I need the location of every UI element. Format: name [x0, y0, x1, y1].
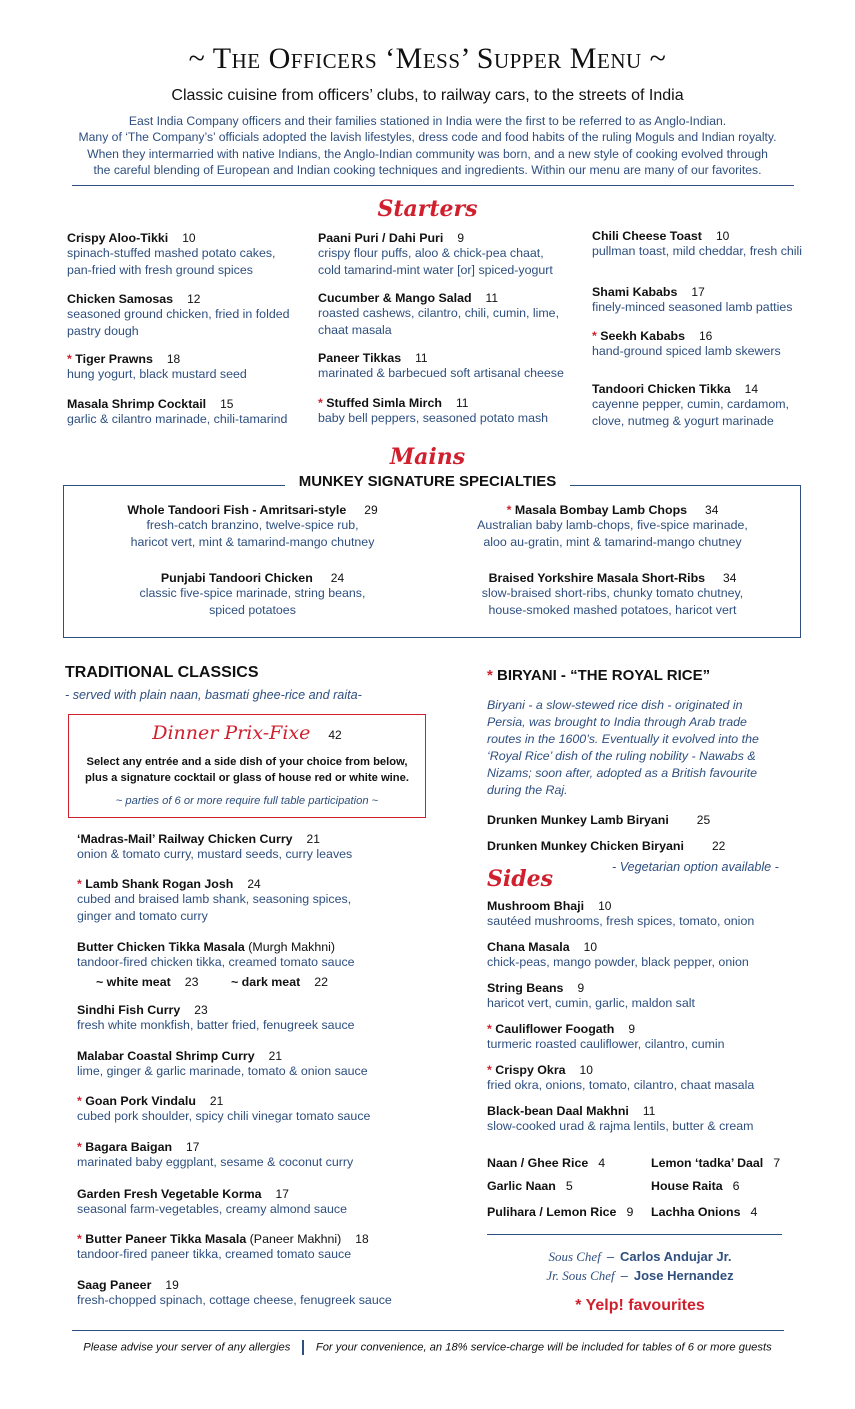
item-name: Drunken Munkey Chicken Biryani: [487, 839, 684, 853]
item-name: Tandoori Chicken Tikka: [592, 382, 731, 396]
item-price: 34: [723, 571, 737, 585]
item-name: Paneer Tikkas: [318, 351, 402, 365]
item-name: Crispy Aloo-Tikki: [67, 231, 169, 245]
item-desc: finely-minced seasoned lamb patties: [592, 300, 793, 314]
item-name: Shami Kababs: [592, 285, 678, 299]
item-desc: haricot vert, cumin, garlic, maldon salt: [487, 996, 695, 1010]
starter-item: * Stuffed Simla Mirch 11 baby bell peppers, seasoned potato mash: [318, 396, 549, 425]
traditional-note: - served with plain naan, basmati ghee-rice and raita-: [65, 688, 362, 702]
item-desc: spinach-stuffed mashed potato cakes,: [67, 246, 276, 260]
vegetarian-note: - Vegetarian option available -: [612, 860, 779, 874]
item-desc: Australian baby lamb-chops, five-spice marinade,: [477, 518, 748, 532]
starter-item: [592, 229, 802, 260]
item-desc: marinated & barbecued soft artisanal cheese: [318, 366, 564, 380]
item-name: Butter Paneer Tikka Masala: [85, 1232, 247, 1246]
item-price: 10: [715, 229, 730, 243]
signature-item: [95, 571, 410, 619]
item-subname: (Murgh Makhni): [248, 940, 336, 954]
item-desc: cold tamarind-mint water [or] spiced-yogurt: [318, 263, 553, 277]
item-price: 23: [194, 1003, 208, 1017]
item-name: Butter Chicken Tikka Masala: [77, 940, 245, 954]
classic-item: [77, 1049, 368, 1080]
item-name: Black-bean Daal Makhni: [487, 1104, 629, 1118]
intro-text: [60, 113, 795, 179]
side-item: [487, 899, 754, 930]
item-desc: slow-cooked urad & rajma lentils, butter & cream: [487, 1119, 754, 1133]
meat-option: ~ dark meat 22: [231, 975, 329, 989]
biryani-title: * BIRYANI - “THE ROYAL RICE”: [487, 667, 711, 684]
item-desc: marinated baby eggplant, sesame & coconut curry: [77, 1155, 354, 1169]
item-desc: tandoor-fired chicken tikka, creamed tomato sauce: [77, 955, 355, 969]
small-side-item: Naan / Ghee Rice 4: [487, 1156, 606, 1170]
item-price: 9: [457, 231, 465, 245]
item-name: Whole Tandoori Fish - Amritsari-style: [127, 503, 347, 517]
menu-title: ~ The Officers ‘Mess’ Supper Menu ~: [188, 42, 667, 75]
signature-item: * Masala Bombay Lamb Chops 34 Australian baby lamb-chops, five-spice marinade, aloo au-gratin, mint & tamarind-mango chutney: [450, 503, 775, 551]
starter-item: [592, 285, 792, 316]
item-desc: roasted cashews, cilantro, chili, cumin, lime,: [318, 306, 560, 320]
small-side-item: House Raita 6: [651, 1179, 740, 1193]
item-name: Mushroom Bhaji: [487, 899, 585, 913]
item-price: 25: [696, 813, 711, 827]
item-desc: seasoned ground chicken, fried in folded: [67, 307, 290, 321]
starter-item: * Tiger Prawns 18 hung yogurt, black mustard seed: [67, 352, 247, 381]
header-divider: [72, 185, 794, 186]
classic-item: * Goan Pork Vindalu 21 cubed pork shoulder, spicy chili vinegar tomato sauce: [77, 1094, 371, 1123]
footer-divider: [72, 1330, 784, 1331]
footer: [0, 1340, 855, 1355]
signature-title: MUNKEY SIGNATURE SPECIALTIES: [0, 473, 855, 491]
yelp-favourites-legend: * Yelp! favourites: [575, 1297, 705, 1314]
prix-fixe-title: Dinner Prix-Fixe 42: [152, 722, 342, 744]
item-desc: pastry dough: [67, 324, 139, 338]
starter-item: [67, 397, 287, 428]
item-price: 10: [182, 231, 196, 245]
item-desc: tandoor-fired paneer tikka, creamed tomato sauce: [77, 1247, 352, 1261]
item-name: ‘Madras-Mail’ Railway Chicken Curry: [77, 832, 293, 846]
biryani-item: [487, 813, 710, 827]
signature-item: [95, 503, 410, 551]
item-name: Seekh Kababs: [600, 329, 685, 343]
item-price: 15: [220, 397, 234, 411]
prix-fixe-price: 42: [328, 728, 342, 742]
item-desc: chaat masala: [318, 323, 392, 337]
prix-fixe-note: ~ parties of 6 or more require full table participation ~: [115, 795, 379, 807]
item-price: 10: [583, 940, 597, 954]
item-price: 16: [699, 329, 713, 343]
item-desc: onion & tomato curry, mustard seeds, curry leaves: [77, 847, 353, 861]
item-desc: fresh-catch branzino, twelve-spice rub,: [146, 518, 359, 532]
item-desc: cayenne pepper, cumin, cardamom,: [592, 397, 789, 411]
item-name: Chana Masala: [487, 940, 570, 954]
item-price: 10: [579, 1063, 593, 1077]
starter-item: [318, 351, 564, 382]
intro-line: Many of ‘The Company’s’ officials adopted the lavish lifestyles, dress code and food habits of the ruling Moguls and Indian royalty.: [78, 130, 777, 145]
starter-item: [318, 291, 559, 339]
meat-option: ~ white meat 23: [96, 975, 199, 989]
item-price: 9: [577, 981, 585, 995]
item-desc: haricot vert, mint & tamarind-mango chutney: [130, 535, 375, 549]
item-desc: ginger and tomato curry: [77, 909, 208, 923]
item-price: 11: [455, 396, 469, 410]
small-side-item: Lemon ‘tadka’ Daal 7: [651, 1156, 781, 1170]
item-desc: sautéed mushrooms, fresh spices, tomato, onion: [487, 914, 755, 928]
item-name: Cucumber & Mango Salad: [318, 291, 472, 305]
item-name: Chili Cheese Toast: [592, 229, 702, 243]
item-name: Malabar Coastal Shrimp Curry: [77, 1049, 255, 1063]
mains-heading: Mains: [389, 444, 466, 470]
item-name: Tiger Prawns: [75, 352, 153, 366]
item-price: 17: [186, 1140, 200, 1154]
classic-item: [77, 832, 352, 863]
classic-item: [77, 1003, 355, 1034]
item-price: 24: [247, 877, 261, 891]
menu-subtitle: Classic cuisine from officers’ clubs, to railway cars, to the streets of India: [171, 87, 684, 104]
sides-heading: Sides: [487, 866, 554, 892]
item-price: 11: [485, 291, 498, 305]
item-subname: (Paneer Makhni): [249, 1232, 342, 1246]
item-price: 21: [209, 1094, 224, 1108]
item-name: Paani Puri / Dahi Puri: [318, 231, 444, 245]
item-desc: slow-braised short-ribs, chunky tomato chutney,: [481, 586, 744, 600]
signature-item: [450, 571, 775, 619]
item-name: Cauliflower Foogath: [495, 1022, 615, 1036]
item-desc: seasonal farm-vegetables, creamy almond sauce: [77, 1202, 347, 1216]
item-name: Crispy Okra: [495, 1063, 566, 1077]
classic-item: * Bagara Baigan 17 marinated baby eggplant, sesame & coconut curry: [77, 1140, 354, 1169]
chef-credit: Jr. Sous Chef – Jose Hernandez: [546, 1268, 734, 1283]
item-name: Stuffed Simla Mirch: [326, 396, 442, 410]
intro-line: the careful blending of European and Indian cooking techniques and ingredients. Within our menu are many of our favorites.: [93, 163, 762, 178]
item-price: 9: [628, 1022, 636, 1036]
item-price: 21: [306, 832, 320, 846]
chef-credit: Sous Chef – Carlos Andujar Jr.: [548, 1249, 732, 1264]
classic-item: [77, 940, 355, 971]
item-name: String Beans: [487, 981, 564, 995]
item-name: Braised Yorkshire Masala Short-Ribs: [488, 571, 706, 585]
side-item: * Cauliflower Foogath 9 turmeric roasted cauliflower, cilantro, cumin: [487, 1022, 725, 1051]
item-price: 19: [165, 1278, 179, 1292]
item-desc: fresh white monkfish, batter fried, fenugreek sauce: [77, 1018, 355, 1032]
item-desc: fried okra, onions, tomato, cilantro, chaat masala: [487, 1078, 755, 1092]
item-name: Masala Shrimp Cocktail: [67, 397, 207, 411]
item-desc: pan-fried with fresh ground spices: [67, 263, 253, 277]
item-price: 11: [415, 351, 428, 365]
item-name: Lamb Shank Rogan Josh: [85, 877, 234, 891]
item-desc: cubed and braised lamb shank, seasoning spices,: [77, 892, 352, 906]
item-name: Sindhi Fish Curry: [77, 1003, 181, 1017]
item-desc: turmeric roasted cauliflower, cilantro, cumin: [487, 1037, 725, 1051]
item-name: Garden Fresh Vegetable Korma: [77, 1187, 262, 1201]
item-desc: clove, nutmeg & yogurt marinade: [592, 414, 774, 428]
starter-item: [67, 292, 290, 340]
item-desc: crispy flour puffs, aloo & chick-pea chaat,: [318, 246, 544, 260]
item-price: 11: [642, 1104, 656, 1118]
item-name: Masala Bombay Lamb Chops: [514, 503, 688, 517]
item-price: 10: [598, 899, 612, 913]
item-price: 21: [268, 1049, 283, 1063]
item-price: 29: [364, 503, 378, 517]
item-price: 14: [744, 382, 758, 396]
allergy-note: Please advise your server of any allergies: [83, 1341, 291, 1354]
item-name: Punjabi Tandoori Chicken: [160, 571, 313, 585]
item-name: Drunken Munkey Lamb Biryani: [487, 813, 669, 827]
side-item: [487, 981, 695, 1012]
item-desc: chick-peas, mango powder, black pepper, onion: [487, 955, 749, 969]
intro-line: East India Company officers and their families stationed in India were the first to be referred to as Anglo-Indian.: [128, 114, 727, 128]
item-price: 34: [705, 503, 719, 517]
side-item: [487, 940, 749, 971]
starter-item: * Seekh Kababs 16 hand-ground spiced lamb skewers: [592, 329, 781, 358]
classic-item: [77, 1278, 392, 1309]
item-price: 12: [187, 292, 201, 306]
side-item: [487, 1104, 754, 1135]
item-price: 18: [166, 352, 181, 366]
starter-item: [592, 382, 789, 430]
small-side-item: Lachha Onions 4: [651, 1205, 758, 1219]
item-price: 17: [691, 285, 705, 299]
item-desc: hung yogurt, black mustard seed: [67, 367, 247, 381]
item-desc: aloo au-gratin, mint & tamarind-mango chutney: [483, 535, 742, 549]
starter-item: [67, 231, 275, 279]
classic-item: * Lamb Shank Rogan Josh 24 cubed and braised lamb shank, seasoning spices, ginger and tomato curry: [77, 877, 352, 923]
intro-line: When they intermarried with native Indians, the Anglo-Indian community was born, and a new style of cooking evolved through: [87, 146, 768, 161]
item-desc: garlic & cilantro marinade, chili-tamarind: [67, 412, 288, 426]
chef-divider: [487, 1234, 782, 1235]
starter-item: [318, 231, 553, 279]
item-desc: lime, ginger & garlic marinade, tomato & onion sauce: [77, 1064, 368, 1078]
classic-item: * Butter Paneer Tikka Masala (Paneer Makhni) 18 tandoor-fired paneer tikka, creamed tomato sauce: [77, 1232, 369, 1261]
item-name: Chicken Samosas: [67, 292, 174, 306]
small-side-item: Garlic Naan 5: [487, 1179, 573, 1193]
biryani-item: [487, 839, 725, 853]
item-desc: fresh-chopped spinach, cottage cheese, fenugreek sauce: [77, 1293, 392, 1307]
item-desc: classic five-spice marinade, string beans,: [139, 586, 366, 600]
traditional-title: TRADITIONAL CLASSICS: [65, 664, 259, 681]
biryani-desc: Biryani - a slow-stewed rice dish - originated in Persia, was brought to India through Arab trade routes in the 1600’s. Eventually it evolved into the ‘Royal Rice’ dish of the ruling nobility - Nawabs & Nizams; soon after, adopted as a British favourite during the Raj.: [487, 698, 759, 797]
item-desc: house-smoked mashed potatoes, haricot vert: [488, 603, 737, 617]
small-side-item: Pulihara / Lemon Rice 9: [487, 1205, 634, 1219]
item-price: 22: [711, 839, 726, 853]
starters-heading: Starters: [377, 196, 478, 222]
item-desc: spiced potatoes: [209, 603, 296, 617]
item-desc: cubed pork shoulder, spicy chili vinegar tomato sauce: [77, 1109, 371, 1123]
item-name: Goan Pork Vindalu: [85, 1094, 196, 1108]
item-desc: hand-ground spiced lamb skewers: [592, 344, 781, 358]
item-name: Bagara Baigan: [85, 1140, 173, 1154]
item-name: Saag Paneer: [77, 1278, 152, 1292]
item-price: 24: [330, 571, 345, 585]
item-desc: baby bell peppers, seasoned potato mash: [318, 411, 549, 425]
classic-item: [77, 1187, 347, 1218]
prix-fixe-text: Select any entrée and a side dish of your choice from below, plus a signature cocktail or glass of house red or white wine.: [85, 756, 409, 784]
service-charge-note: For your convenience, an 18% service-charge will be included for tables of 6 or more guests: [315, 1341, 772, 1354]
side-item: * Crispy Okra 10 fried okra, onions, tomato, cilantro, chaat masala: [487, 1063, 755, 1092]
item-price: 18: [355, 1232, 369, 1246]
item-desc: pullman toast, mild cheddar, fresh chili: [592, 244, 803, 258]
item-price: 17: [275, 1187, 289, 1201]
